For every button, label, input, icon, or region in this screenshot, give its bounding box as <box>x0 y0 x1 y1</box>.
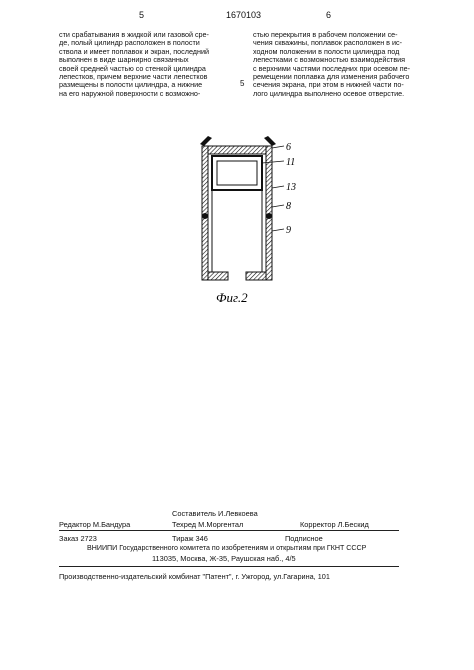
text-line: чения скважины, поплавок расположен в ис- <box>253 39 402 48</box>
leader-11 <box>262 161 284 163</box>
text-line: лепестками с возможностью взаимодействия <box>253 56 406 65</box>
label-6: 6 <box>286 142 291 153</box>
text-line: своей средней частью со стенкой цилиндра <box>59 64 206 73</box>
bottom-right <box>246 272 266 280</box>
text-line: выполнен в виде шарнирно связанных <box>59 56 189 65</box>
bottom-left <box>208 272 228 280</box>
text-line: де, полый цилиндр расположен в полости <box>59 39 200 48</box>
label-13: 13 <box>286 182 296 193</box>
leader-13 <box>272 186 284 188</box>
hinge-right <box>266 213 272 219</box>
text-line: сечения экрана, при этом в нижней части по- <box>253 81 404 90</box>
imprint-corrector: Корректор Л.Бескид <box>300 520 369 529</box>
leader-9 <box>272 229 284 231</box>
text-column-left <box>59 31 237 98</box>
figure-caption: Фиг.2 <box>216 290 248 305</box>
imprint-org: ВНИИПИ Государственного комитета по изобретениям и открытиям при ГКНТ СССР <box>87 544 367 552</box>
label-11: 11 <box>286 157 296 168</box>
imprint-techred: Техред М.Моргентал <box>172 520 244 529</box>
imprint-publisher: Производственно-издательский комбинат "Патент", г. Ужгород, ул.Гагарина, 101 <box>59 572 330 581</box>
text-line: ходном положении в полости цилиндра под <box>253 47 400 56</box>
text-line: стью перекрытия в рабочем положении се- <box>253 31 398 39</box>
line-number-marker: 5 <box>240 79 245 88</box>
page-number-left: 5 <box>139 10 145 20</box>
text-line: лого цилиндра выполнено осевое отверстие. <box>253 89 405 98</box>
imprint-editor: Редактор М.Бандура <box>59 520 131 529</box>
page-number-right: 6 <box>326 10 332 20</box>
petal-left <box>200 136 212 146</box>
imprint-compiler: Составитель И.Левкоева <box>172 509 258 518</box>
imprint-circulation: Тираж 346 <box>172 534 208 543</box>
top-cap <box>208 146 266 154</box>
imprint-address: 113035, Москва, Ж-35, Раушская наб., 4/5 <box>152 554 296 563</box>
label-9: 9 <box>286 225 291 236</box>
figure-drawing <box>180 128 320 306</box>
imprint-order: Заказ 2723 <box>59 534 97 543</box>
text-line: размещены в полости цилиндра, а нижние <box>59 81 203 90</box>
leader-8 <box>272 205 284 207</box>
text-line: с верхними частями последних при осевом пе- <box>253 64 410 73</box>
hinge-left <box>202 213 208 219</box>
text-column-right <box>253 31 431 98</box>
text-line: лепестков, причем верхние части лепестков <box>59 73 208 82</box>
text-line: сти срабатывания в жидкой или газовой сре- <box>59 31 209 39</box>
text-line: ремещении поплавка для изменения рабочего <box>253 73 410 82</box>
text-line: на его наружной поверхности с возможно- <box>59 89 201 98</box>
divider-top <box>59 530 399 531</box>
divider-bottom <box>59 566 399 567</box>
petal-right <box>264 136 276 146</box>
imprint-subscription: Подписное <box>285 534 323 543</box>
leader-6 <box>272 146 284 148</box>
label-8: 8 <box>286 201 291 212</box>
patent-number: 1670103 <box>226 10 262 20</box>
text-line: ствола и имеет поплавок и экран, последний <box>59 47 210 56</box>
